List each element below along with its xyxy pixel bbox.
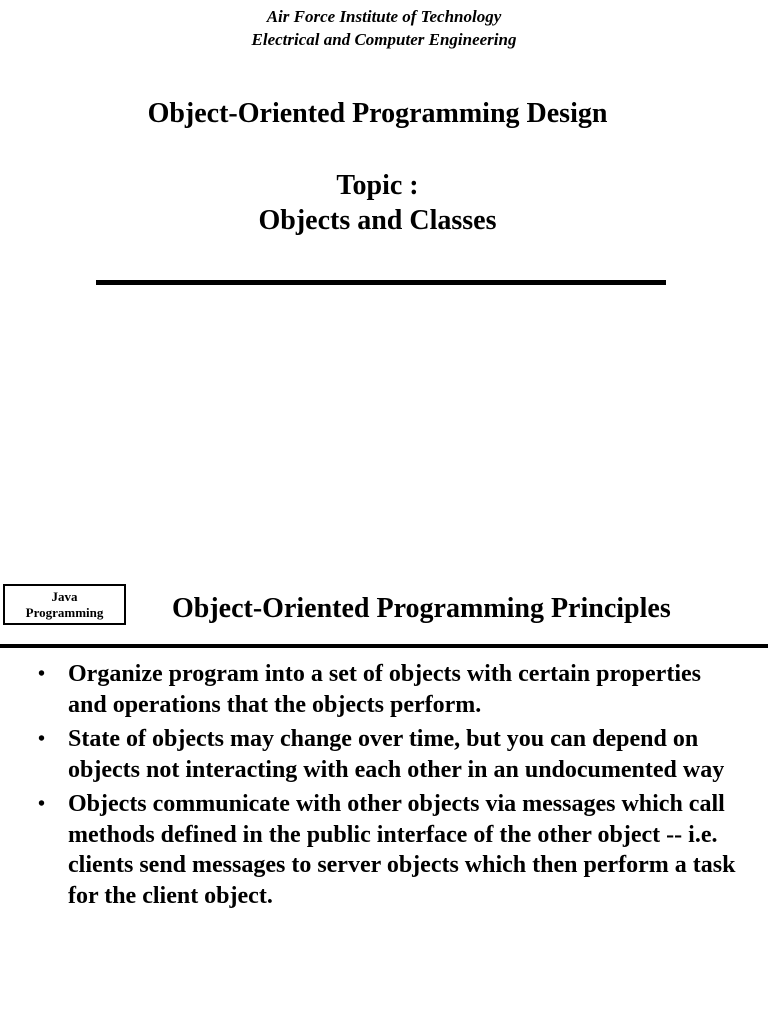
header-divider [0, 644, 768, 648]
bullet-dot-icon: • [38, 728, 46, 750]
title-divider [96, 280, 666, 285]
java-programming-badge [3, 584, 126, 625]
topic-name: Objects and Classes [258, 205, 497, 236]
topic-label: Topic : [336, 170, 419, 201]
bullet-item [36, 724, 736, 785]
bullet-dot-icon: • [38, 793, 46, 815]
bullet-list [36, 659, 736, 915]
page-title: Object-Oriented Programming Design [147, 98, 608, 129]
slide-title: Object-Oriented Programming Principles [172, 593, 671, 624]
institute-name: Air Force Institute of Technology [266, 7, 502, 26]
bullet-text: State of objects may change over time, but you can depend on objects not interacting with each other in an undocumented way [68, 726, 725, 783]
badge-line-1: Java [51, 589, 78, 604]
department-name: Electrical and Computer Engineering [251, 30, 517, 49]
bullet-text: Objects communicate with other objects via messages which call methods defined in the public interface of the other object -- i.e. clients send messages to server objects which then perform a task for the client object. [68, 791, 736, 909]
bullet-item [36, 659, 736, 720]
bullet-dot-icon: • [38, 663, 46, 685]
bullet-text: Organize program into a set of objects with certain properties and operations that the objects perform. [68, 661, 701, 718]
bullet-item [36, 789, 736, 911]
badge-line-2: Programming [25, 605, 104, 620]
